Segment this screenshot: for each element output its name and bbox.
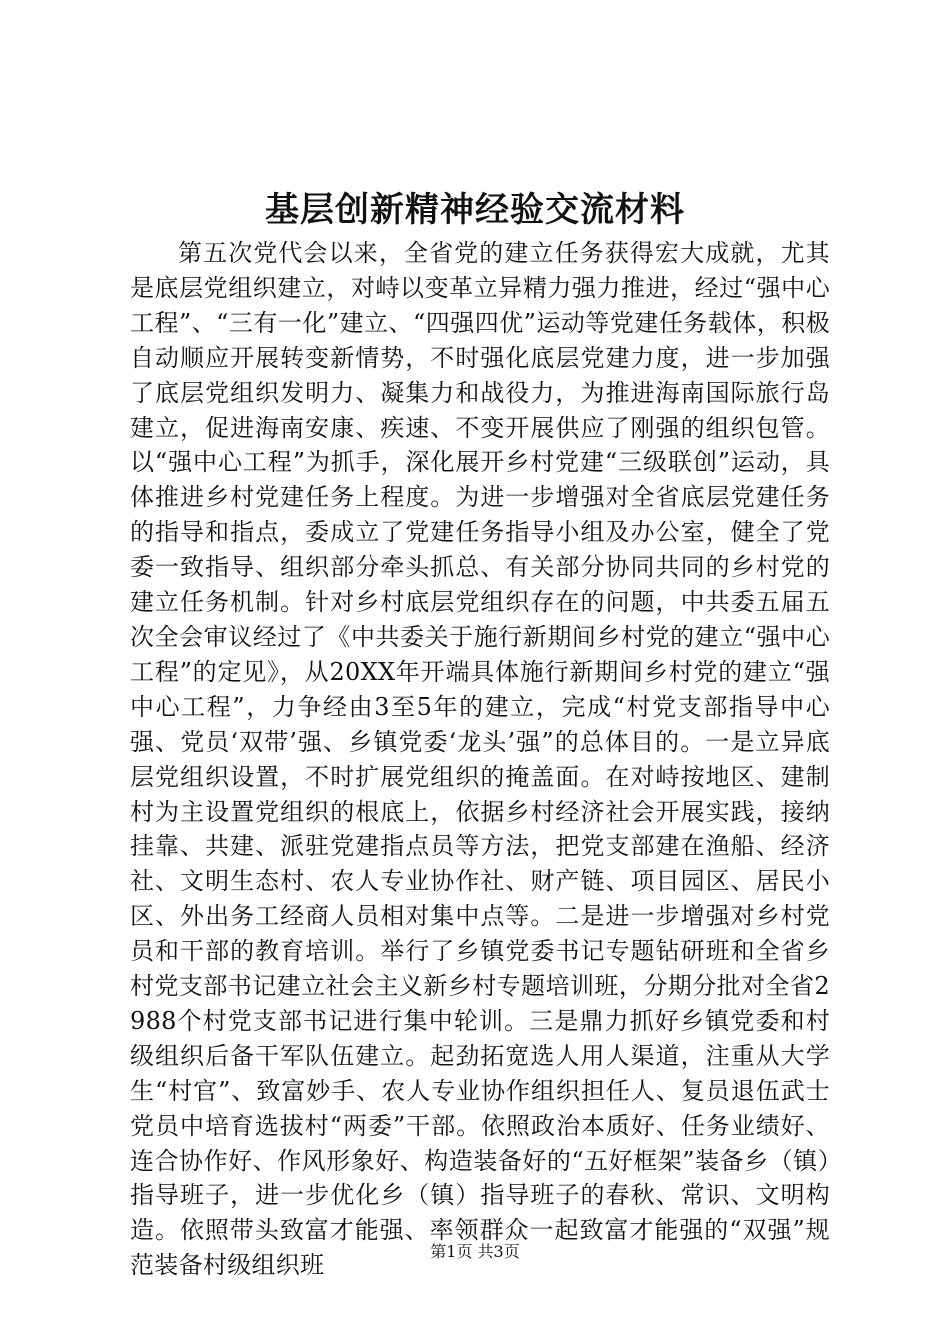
page-number-footer: 第1页 共3页 <box>430 1242 520 1261</box>
document-title: 基层创新精神经验交流材料 <box>265 190 685 230</box>
document-body-paragraph: 第五次党代会以来，全省党的建立任务获得宏大成就，尤其是底层党组织建立，对峙以变革立异精力强力推进，经过“强中心工程”、“三有一化”建立、“四强四优”运动等党建任务载体，积极自动顺应开展转变新情势，不时强化底层党建力度，进一步加强了底层党组织发明力、凝集力和战役力，为推进海南国际旅行岛建立，促进海南安康、疾速、不变开展供应了刚强的组织包管。以“强中心工程”为抓手，深化展开乡村党建“三级联创”运动，具体推进乡村党建任务上程度。为进一步增强对全省底层党建任务的指导和指点，委成立了党建任务指导小组及办公室，健全了党委一致指导、组织部分牵头抓总、有关部分协同共同的乡村党的建立任务机制。针对乡村底层党组织存在的问题，中共委五届五次全会审议经过了《中共委关于施行新期间乡村党的建立“强中心工程”的定见》，从20XX年开端具体施行新期间乡村党的建立“强中心工程”，力争经由3至5年的建立，完成“村党支部指导中心强、党员‘双带’强、乡镇党委‘龙头’强”的总体目的。一是立异底层党组织设置，不时扩展党组织的掩盖面。在对峙按地区、建制村为主设置党组织的根底上，依据乡村经济社会开展实践，接纳挂靠、共建、派驻党建指点员等方法，把党支部建在渔船、经济社、文明生态村、农人专业协作社、财产链、项目园区、居民小区、外出务工经商人员相对集中点等。二是进一步增强对乡村党员和干部的教育培训。举行了乡镇党委书记专题钻研班和全省乡村党支部书记建立社会主义新乡村专题培训班，分期分批对全省2988个村党支部书记进行集中轮训。三是鼎力抓好乡镇党委和村级组织后备干军队伍建立。起劲拓宽选人用人渠道，注重从大学生“村官”、致富妙手、农人专业协作组织担任人、复员退伍武士党员中培育选拔村“两委”干部。依照政治本质好、任务业绩好、连合协作好、作风形象好、构造装备好的“五好框架”装备乡（镇）指导班子，进一步优化乡（镇）指导班子的春秋、常识、文明构造。依照带头致富才能强、率领群众一起致富才能强的“双强”规范装备村级组织班 <box>130 239 830 1280</box>
